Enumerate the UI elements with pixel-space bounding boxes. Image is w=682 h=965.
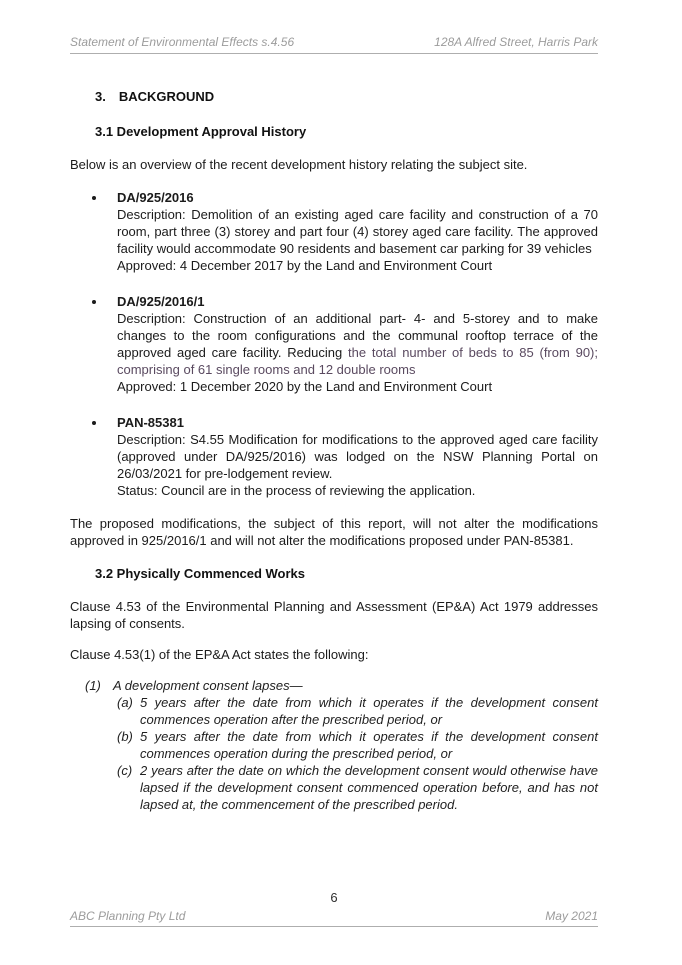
quote-subitem-marker: (c)	[117, 763, 133, 778]
section-title: BACKGROUND	[118, 89, 215, 104]
approval-reference: PAN-85381	[117, 415, 184, 430]
quote-subitem-a	[117, 694, 598, 728]
section-heading-background	[95, 88, 598, 105]
list-item-da-925-2016	[117, 189, 598, 274]
quote-subitem-marker: (b)	[117, 729, 133, 744]
footer-date: May 2021	[545, 909, 598, 923]
quote-item-marker: (1)	[85, 678, 101, 693]
header-site-address: 128A Alfred Street, Harris Park	[434, 35, 598, 49]
subsection-heading-development-approval-history: 3.1 Development Approval History	[95, 124, 307, 139]
approval-status: Status: Council are in the process of reviewing the application.	[117, 483, 476, 498]
quote-subitem-c	[117, 762, 598, 813]
description-text: Description: Demolition of an existing aged care facility and construction of a 70 room, part three (3) storey and part four (4) storey aged care facility. The approved facility would accommodate 90 residents and basement car parking for 39 vehicles	[117, 207, 598, 256]
approval-description	[117, 206, 598, 257]
footer-company-name: ABC Planning Pty Ltd	[70, 909, 186, 923]
description-text: Description: Construction of an additional part- 4- and 5-storey and to make changes to the room configurations and the communal rooftop terrace of the approved aged care facility. Reducing	[117, 311, 598, 360]
page-header	[70, 34, 598, 54]
page-content	[70, 0, 598, 813]
legislation-quote	[70, 677, 598, 813]
approval-description	[117, 310, 598, 378]
approval-status: Approved: 4 December 2017 by the Land and Environment Court	[117, 258, 493, 273]
clause-4531-paragraph: Clause 4.53(1) of the EP&A Act states the following:	[70, 647, 369, 662]
quote-subitem-text: 5 years after the date from which it operates if the development consent commences operation after the prescribed period, or	[140, 695, 598, 727]
quote-subitem-text: 5 years after the date from which it operates if the development consent commences operation during the prescribed period, or	[140, 729, 598, 761]
approval-status: Approved: 1 December 2020 by the Land and Environment Court	[117, 379, 493, 394]
approval-reference: DA/925/2016	[117, 190, 194, 205]
page-number: 6	[330, 890, 338, 905]
quote-item-text: A development consent lapses—	[113, 678, 303, 693]
page-footer	[70, 889, 598, 927]
subsection-heading-physically-commenced-works: 3.2 Physically Commenced Works	[95, 566, 306, 581]
list-item-pan-85381	[117, 414, 598, 499]
intro-paragraph: Below is an overview of the recent development history relating the subject site.	[70, 157, 528, 172]
header-document-title: Statement of Environmental Effects s.4.56	[70, 35, 295, 49]
footer-row	[70, 908, 598, 927]
quote-subitem-marker: (a)	[117, 695, 133, 710]
quote-subitem-b	[117, 728, 598, 762]
clause-453-paragraph: Clause 4.53 of the Environmental Planning and Assessment (EP&A) Act 1979 addresses lapsing of consents.	[70, 599, 598, 631]
list-item-da-925-2016-1	[117, 293, 598, 395]
description-highlight-text: the total number of beds to 85 (from 90); comprising of 61 single rooms and 12 double rooms	[117, 345, 598, 377]
quote-item-1	[85, 677, 598, 694]
approval-reference: DA/925/2016/1	[117, 294, 205, 309]
section-number: 3.	[95, 89, 106, 104]
description-text: Description: S4.55 Modification for modifications to the approved aged care facility (approved under DA/925/2016) was lodged on the NSW Planning Portal on 26/03/2021 for pre-lodgement review.	[117, 432, 598, 481]
approval-history-list	[70, 189, 598, 499]
modifications-paragraph: The proposed modifications, the subject of this report, will not alter the modifications approved in 925/2016/1 and will not alter the modifications proposed under PAN-85381.	[70, 516, 598, 548]
quote-subitem-text: 2 years after the date on which the development consent would otherwise have lapsed if the development consent commenced operation before, and has not lapsed at, the commencement of the prescribed period.	[140, 763, 598, 812]
approval-description	[117, 431, 598, 482]
